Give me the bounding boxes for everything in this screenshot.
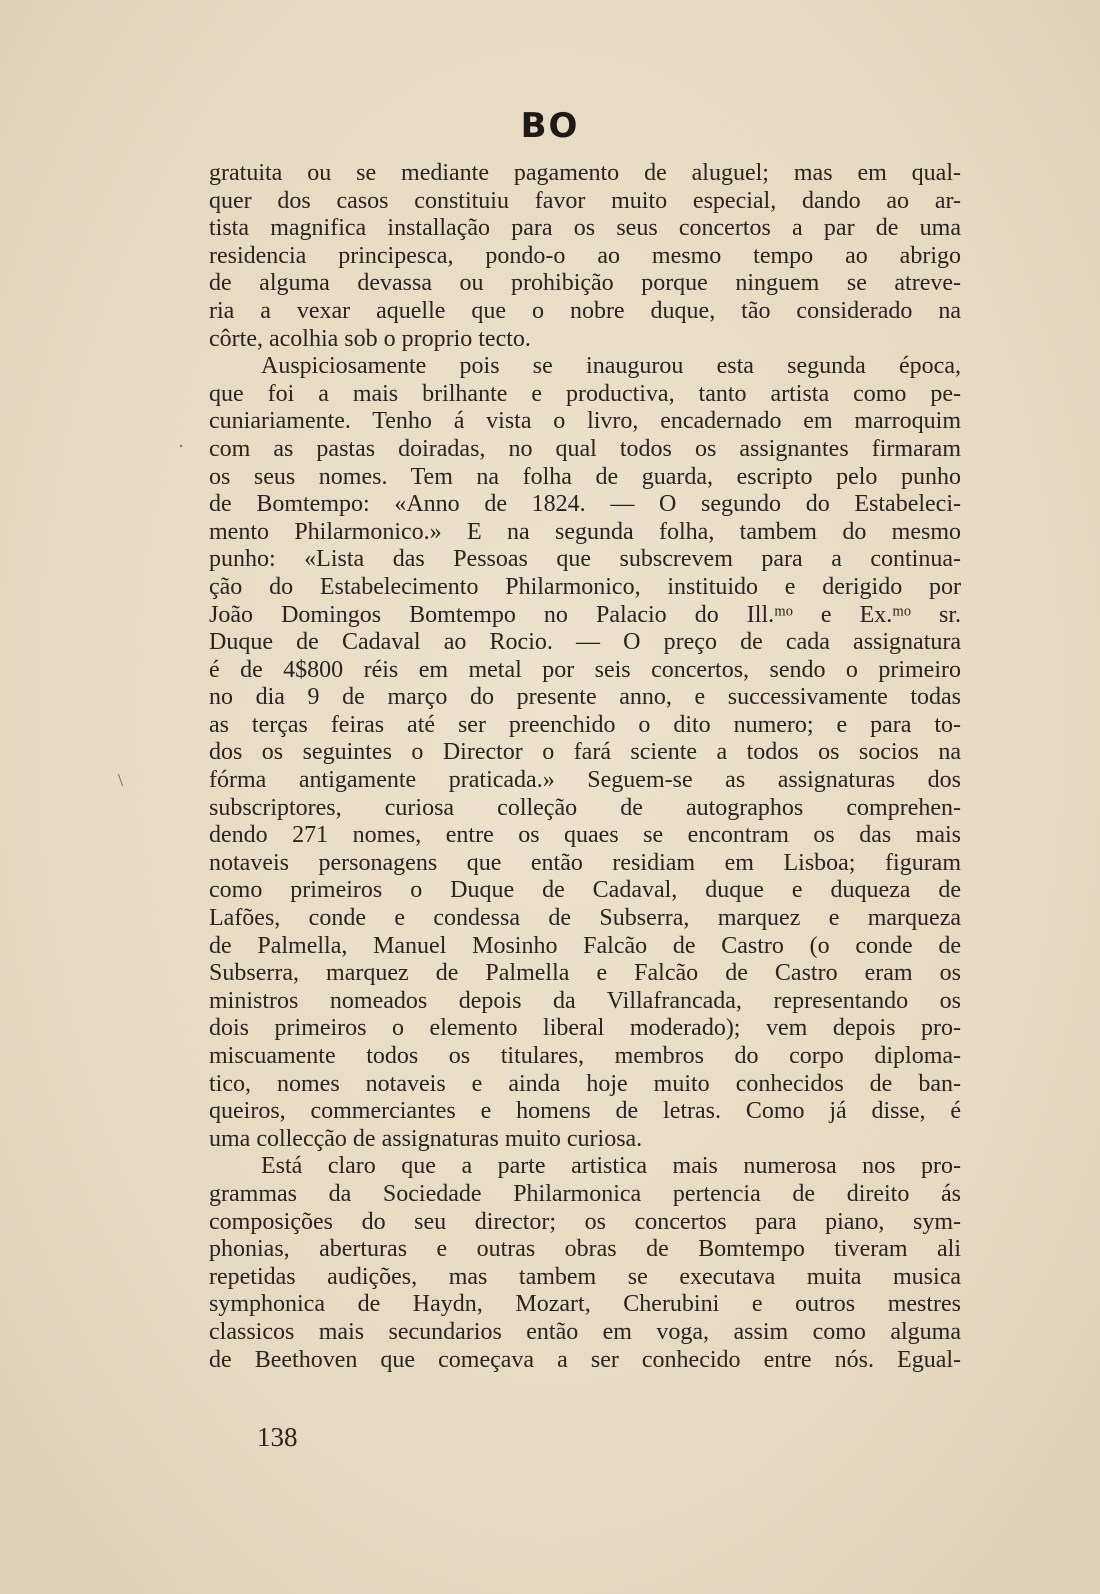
page-number: 138 — [257, 1422, 298, 1452]
text-line: composições do seu director; os concertos para piano, sym- — [209, 1208, 961, 1235]
text-line: de Palmella, Manuel Mosinho Falcão de Castro (o conde de — [209, 932, 961, 959]
running-head: BO — [520, 106, 580, 146]
text-line: fórma antigamente praticada.» Seguem-se as assignaturas dos — [209, 767, 961, 794]
text-line: punho: «Lista das Pessoas que subscrevem para a continua- — [209, 546, 961, 573]
text-line: os seus nomes. Tem na folha de guarda, escripto pelo punho — [209, 463, 961, 490]
text-line: residencia principesca, pondo-o ao mesmo tempo ao abrigo — [209, 242, 961, 269]
text-line: uma collecção de assignaturas muito curiosa. — [209, 1125, 643, 1152]
text-line: queiros, commerciantes e homens de letras. Como já disse, é — [209, 1098, 961, 1125]
text-line: quer dos casos constituiu favor muito especial, dando ao ar- — [209, 187, 961, 214]
text-line: Está claro que a parte artistica mais numerosa nos pro- — [261, 1153, 961, 1180]
text-line: de Beethoven que começava a ser conhecido entre nós. Egual- — [209, 1346, 961, 1373]
text-line: dendo 271 nomes, entre os quaes se encontram os das mais — [209, 822, 961, 849]
text-line: João Domingos Bomtempo no Palacio do Ill.ᵐᵒ e Ex.ᵐᵒ sr. — [209, 601, 961, 628]
margin-dot: · — [178, 436, 184, 456]
text-line: ria a vexar aquelle que o nobre duque, tão considerado na — [209, 297, 961, 324]
text-line: côrte, acolhia sob o proprio tecto. — [209, 325, 531, 352]
text-line: de alguma devassa ou prohibição porque ninguem se atreve- — [209, 270, 961, 297]
text-line: grammas da Sociedade Philarmonica pertencia de direito ás — [209, 1180, 961, 1207]
text-line: notaveis personagens que então residiam em Lisboa; figuram — [209, 849, 961, 876]
text-line: phonias, aberturas e outras obras de Bomtempo tiveram ali — [209, 1236, 961, 1263]
text-line: no dia 9 de março do presente anno, e successivamente todas — [209, 684, 961, 711]
text-line: mento Philarmonico.» E na segunda folha, tambem do mesmo — [209, 518, 961, 545]
text-line: symphonica de Haydn, Mozart, Cherubini e outros mestres — [209, 1291, 961, 1318]
margin-tick: \ — [118, 770, 124, 790]
text-line: as terças feiras até ser preenchido o dito numero; e para to- — [209, 711, 961, 738]
text-line: Duque de Cadaval ao Rocio. — O preço de cada assignatura — [209, 629, 961, 656]
body-text — [209, 160, 961, 1374]
text-line: gratuita ou se mediante pagamento de aluguel; mas em qual- — [209, 160, 961, 186]
text-line: com as pastas doiradas, no qual todos os assignantes firmaram — [209, 435, 961, 462]
text-line: tico, nomes notaveis e ainda hoje muito conhecidos de ban- — [209, 1070, 961, 1097]
text-line: dois primeiros o elemento liberal moderado); vem depois pro- — [209, 1015, 961, 1042]
text-line: de Bomtempo: «Anno de 1824. — O segundo do Estabeleci- — [209, 491, 961, 518]
text-line: que foi a mais brilhante e productiva, tanto artista como pe- — [209, 380, 961, 407]
text-line: cuniariamente. Tenho á vista o livro, encadernado em marroquim — [209, 408, 961, 435]
text-line: tista magnifica installação para os seus concertos a par de uma — [209, 215, 961, 242]
text-line: é de 4$800 réis em metal por seis concertos, sendo o primeiro — [209, 656, 961, 683]
text-line: dos os seguintes o Director o fará sciente a todos os socios na — [209, 739, 961, 766]
text-line: repetidas audições, mas tambem se executava muita musica — [209, 1263, 961, 1290]
text-line: classicos mais secundarios então em voga, assim como alguma — [209, 1318, 961, 1345]
text-line: ministros nomeados depois da Villafrancada, representando os — [209, 987, 961, 1014]
text-line: subscriptores, curiosa colleção de autographos comprehen- — [209, 794, 961, 821]
text-line: Lafões, conde e condessa de Subserra, marquez e marqueza — [209, 905, 961, 932]
text-line: Subserra, marquez de Palmella e Falcão de Castro eram os — [209, 960, 961, 987]
text-line: como primeiros o Duque de Cadaval, duque e duqueza de — [209, 877, 961, 904]
text-line: ção do Estabelecimento Philarmonico, instituido e derigido por — [209, 573, 961, 600]
text-line: Auspiciosamente pois se inaugurou esta segunda época, — [261, 353, 961, 380]
text-line: miscuamente todos os titulares, membros do corpo diploma- — [209, 1043, 961, 1069]
